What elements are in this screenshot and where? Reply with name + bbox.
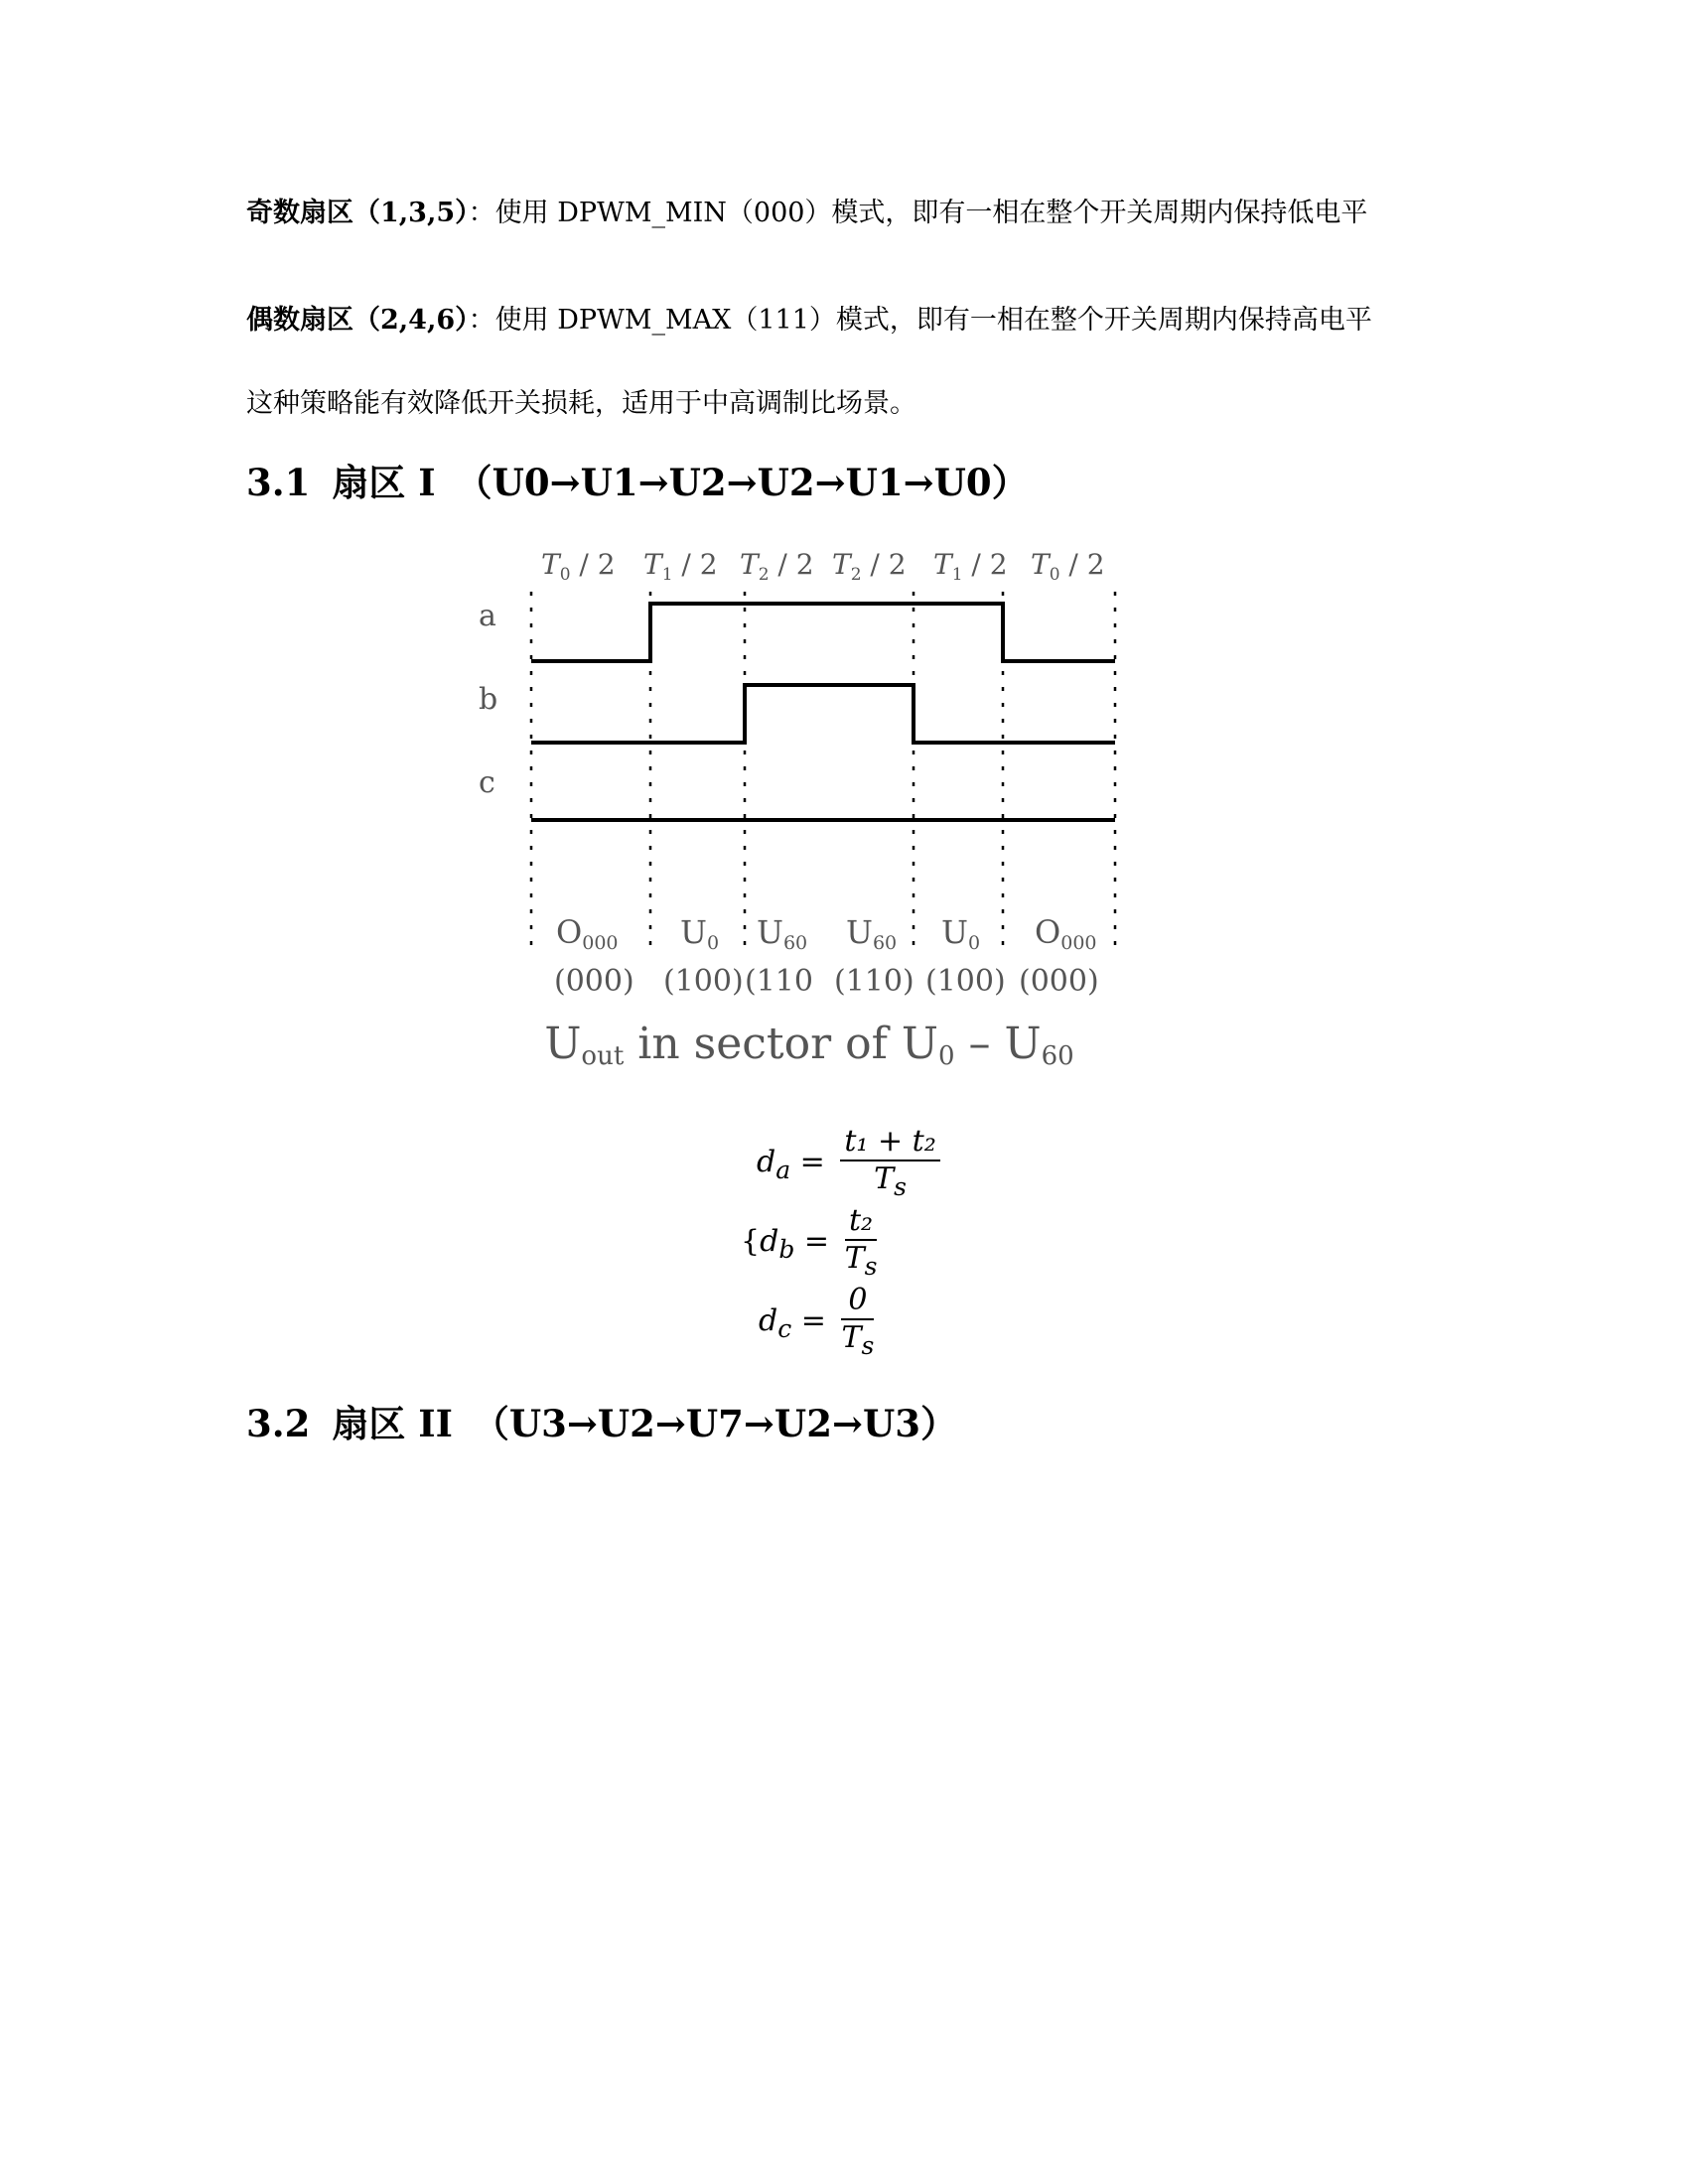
db-numerator: t₂	[845, 1203, 878, 1241]
vector-label-3: U60	[846, 913, 898, 954]
waveform-b	[531, 685, 1115, 743]
state-code-4: (100)	[925, 964, 1006, 999]
section-number: 3.2	[246, 1402, 311, 1445]
vector-label-2: U60	[757, 913, 808, 954]
db-lhs: {$d_b$ =	[741, 1224, 830, 1264]
even-sector-label: 偶数扇区（2,4,6）	[246, 305, 469, 336]
switching-waveform-figure	[457, 544, 1192, 1100]
dc-denominator: $T_s$	[841, 1320, 875, 1360]
interval-label-1: $T_1 / 2$	[643, 548, 718, 585]
phase-label-c: c	[479, 765, 495, 800]
vector-label-0: O000	[556, 913, 619, 954]
formula-db	[741, 1203, 877, 1285]
da-lhs: $d_a$ =	[757, 1145, 825, 1184]
section-word: 扇区	[332, 1402, 406, 1445]
interval-label-5: $T_0 / 2$	[1031, 548, 1105, 585]
dc-lhs: $d_c$ =	[759, 1303, 826, 1343]
state-code-1: (100)	[663, 964, 744, 999]
state-code-5: (000)	[1019, 964, 1099, 999]
section-3-2-heading	[246, 1400, 957, 1447]
odd-sector-paragraph	[246, 195, 1448, 232]
brace-symbol: {	[741, 1224, 761, 1259]
state-code-2: (110	[745, 964, 813, 999]
phase-label-b: b	[479, 682, 498, 717]
interval-label-2: $T_2 / 2$	[740, 548, 814, 585]
interval-label-4: $T_1 / 2$	[933, 548, 1008, 585]
section-roman: I	[418, 461, 436, 504]
formula-dc	[759, 1283, 874, 1364]
vector-label-4: U0	[941, 913, 981, 954]
section-3-1-heading	[246, 459, 1029, 506]
strategy-paragraph	[246, 385, 916, 423]
section-number: 3.1	[246, 461, 311, 504]
db-fraction	[845, 1203, 878, 1285]
figure-caption: Uout in sector of U0 – U60	[544, 1019, 1074, 1071]
da-fraction	[840, 1124, 939, 1205]
phase-label-a: a	[479, 599, 496, 633]
section-sequence: （U3→U2→U7→U2→U3）	[472, 1402, 957, 1445]
even-sector-paragraph	[246, 302, 1448, 340]
dc-numerator: 0	[841, 1283, 874, 1320]
vector-label-5: O000	[1035, 913, 1097, 954]
dc-fraction	[841, 1283, 874, 1364]
section-roman: II	[418, 1402, 453, 1445]
odd-sector-text: ：使用 DPWM_MIN（000）模式，即有一相在整个开关周期内保持低电平	[468, 198, 1368, 228]
section-word: 扇区	[332, 461, 406, 504]
da-denominator: $T_s$	[874, 1161, 907, 1201]
even-sector-text: ：使用 DPWM_MAX（111）模式，即有一相在整个开关周期内保持高电平	[468, 305, 1372, 336]
state-code-0: (000)	[554, 964, 634, 999]
odd-sector-label: 奇数扇区（1,3,5）	[246, 198, 469, 228]
interval-label-3: $T_2 / 2$	[832, 548, 907, 585]
formula-da	[757, 1124, 940, 1205]
vector-label-1: U0	[680, 913, 720, 954]
state-code-3: (110)	[834, 964, 914, 999]
db-denominator: $T_s$	[844, 1241, 878, 1281]
da-numerator: t₁ + t₂	[840, 1124, 939, 1161]
waveform-a	[531, 604, 1115, 661]
strategy-text: 这种策略能有效降低开关损耗，适用于中高调制比场景。	[246, 388, 916, 419]
interval-label-0: $T_0 / 2$	[541, 548, 616, 585]
section-sequence: （U0→U1→U2→U2→U1→U0）	[455, 461, 1029, 504]
